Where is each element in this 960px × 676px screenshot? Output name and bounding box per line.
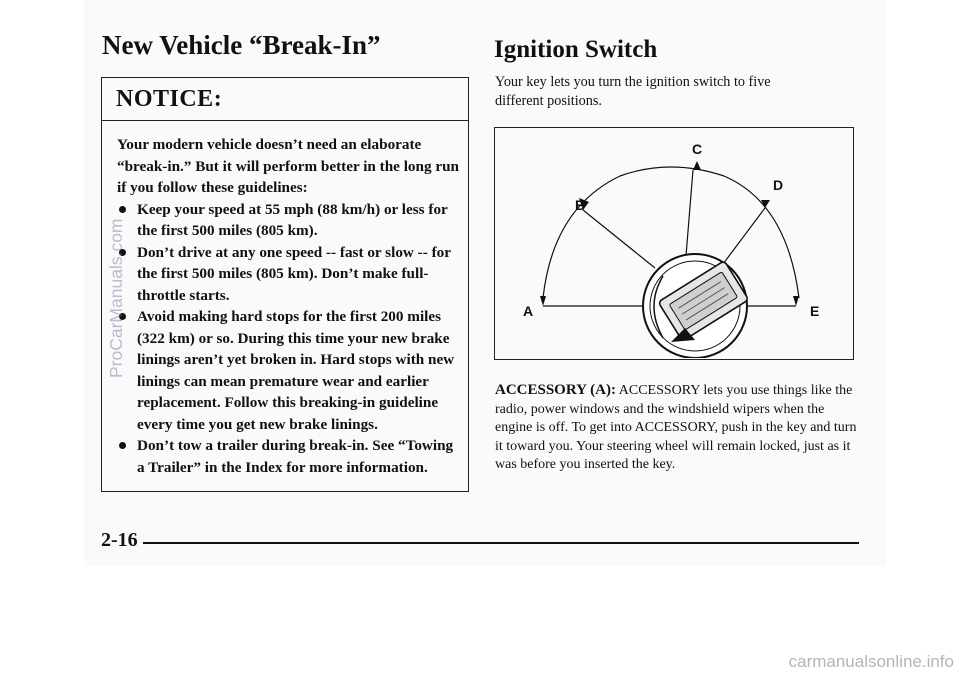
bottom-watermark: carmanualsonline.info <box>788 652 954 671</box>
bullet-icon <box>119 206 126 213</box>
arrow-c-icon <box>693 161 701 170</box>
bullet-icon <box>119 442 126 449</box>
accessory-text: ACCESSORY lets you use things like the radio, power windows and the windshield wipers when the engine is off. To get into ACCESSORY, push in the key and turn it toward you. Your steering wheel will remain locked, just as it was before you inserted the key. <box>495 383 857 473</box>
guideline-list <box>117 199 462 479</box>
side-watermark: ProCarManuals.com <box>106 218 126 378</box>
notice-title-box <box>102 78 468 121</box>
notice-box <box>101 77 469 492</box>
label-a: A <box>523 303 534 319</box>
line-d <box>720 208 765 268</box>
notice-intro: Your modern vehicle doesn’t need an elaborate “break-in.” But it will perform better in the long run if you follow these guidelines: <box>117 136 459 196</box>
line-b <box>583 210 655 268</box>
accessory-description <box>495 381 857 475</box>
guideline-text: Don’t drive at any one speed -- fast or slow -- for the first 500 miles (805 km). Don’t make full-throttle starts. <box>137 243 451 304</box>
guideline-item <box>117 242 462 307</box>
ignition-cylinder-icon <box>643 254 749 358</box>
ignition-diagram <box>495 128 852 358</box>
guideline-text: Don’t tow a trailer during break-in. See “Towing a Trailer” in the Index for more information. <box>137 437 454 476</box>
ignition-switch-figure <box>494 127 854 360</box>
guideline-text: Avoid making hard stops for the first 200 miles (322 km) or so. During this time your new brake linings aren’t yet broken in. Hard stops with new linings can mean premature wear and earlier replacement. Follow this breaking-in guideline every time you get new brake linings. <box>137 308 455 433</box>
accessory-term: ACCESSORY (A): <box>495 382 617 398</box>
guideline-text: Keep your speed at 55 mph (88 km/h) or less for the first 500 miles (805 km). <box>137 200 448 239</box>
ignition-switch-heading: Ignition Switch <box>494 36 658 63</box>
footer-rule <box>143 542 859 544</box>
label-d: D <box>773 177 784 193</box>
notice-title: NOTICE: <box>116 86 223 112</box>
ignition-intro: Your key lets you turn the ignition switch to five different positions. <box>495 74 771 109</box>
arrow-e-icon <box>793 296 799 306</box>
label-c: C <box>692 141 703 157</box>
guideline-item <box>117 306 462 435</box>
break-in-heading: New Vehicle “Break-In” <box>102 30 381 60</box>
guideline-item <box>117 199 462 242</box>
arc-a-b <box>543 176 620 298</box>
page-number: 2-16 <box>101 529 138 551</box>
label-b: B <box>575 197 586 213</box>
guideline-item <box>117 435 462 478</box>
arc-b-d <box>620 167 724 176</box>
label-e: E <box>810 303 820 319</box>
notice-body <box>117 134 462 478</box>
arrow-a-icon <box>540 296 546 306</box>
